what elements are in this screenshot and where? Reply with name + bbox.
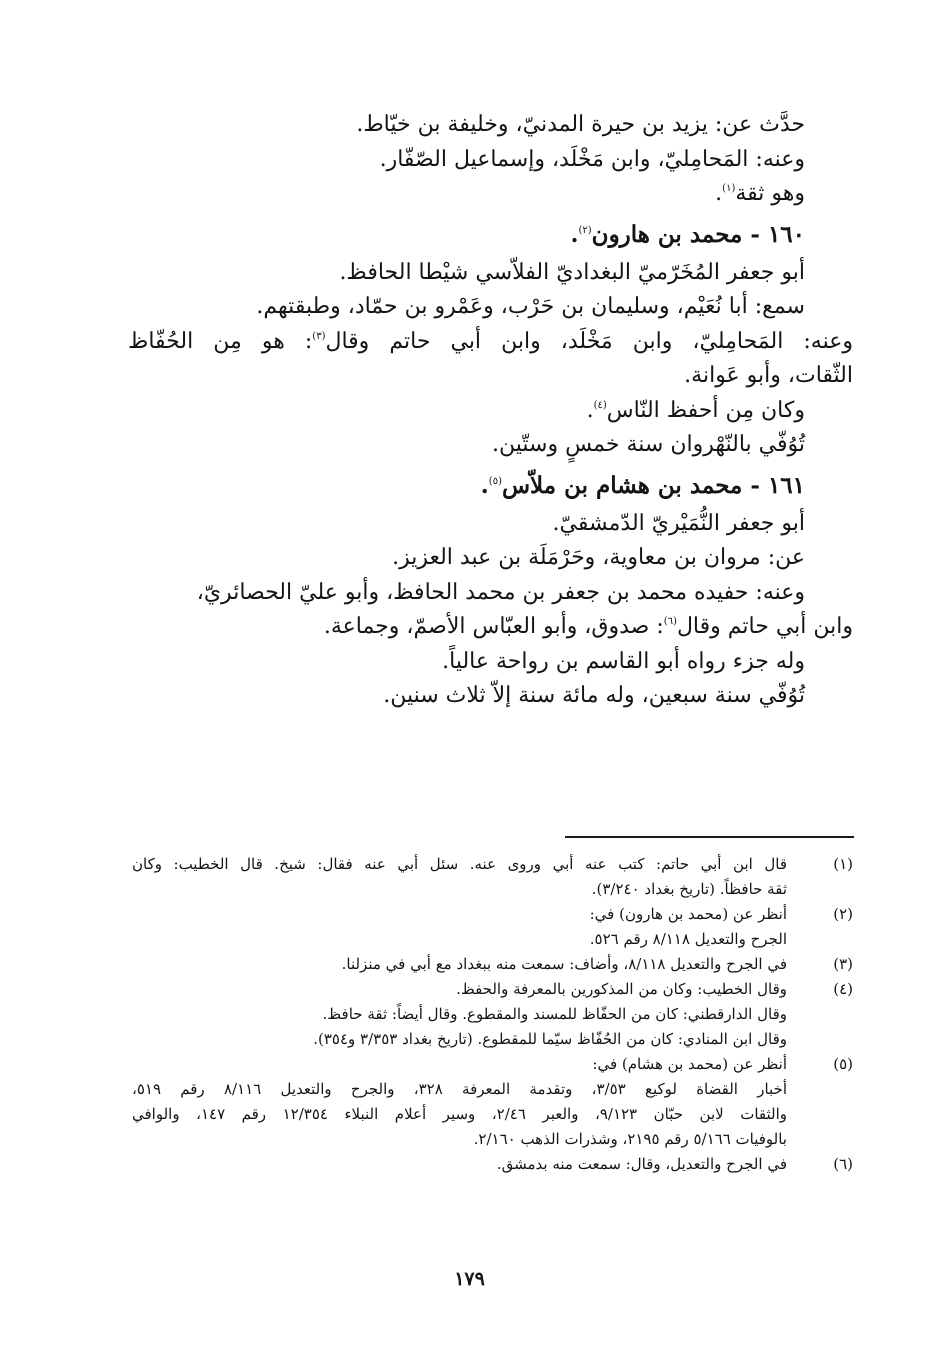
footnote-number: (٢) (833, 905, 853, 923)
footnote-line: أنظر عن (محمد بن هشام) في: (592, 1055, 787, 1073)
footnote-number: (٦) (833, 1155, 853, 1173)
text-span: وهو ثقة (735, 181, 805, 206)
text-line: أبو جعفر النُّمَيْريّ الدّمشقيّ. (552, 510, 805, 536)
footnotes (132, 852, 853, 1177)
text-span: وابن أبي حاتم وقال (676, 614, 853, 639)
text-span: : هو مِن الحُفّاظ (128, 328, 313, 354)
text-span: وعنه: المَحامِليّ، وابن مَخْلَد، وابن أبي حاتم وقال (325, 328, 853, 354)
footnote-body (132, 1152, 853, 1177)
text-line (128, 325, 853, 360)
text-line: أبو جعفر المُخَرّميّ البغداديّ الفلاّسي شيْطا الحافظ. (339, 259, 805, 285)
footnote-line: أخبار القضاة لوكيع ٣/٥٣، وتقدمة المعرفة ٣٢٨، والجرح والتعديل ٨/١١٦ رقم ٥١٩، (132, 1080, 787, 1098)
footnote-line: ثقة حافظاً. (تاريخ بغداد ٣/٢٤٠). (591, 880, 787, 898)
footnote-mark: (٢) (578, 224, 592, 236)
footnote-number: (٤) (833, 980, 853, 998)
footnote-body (132, 977, 853, 1052)
footnote-mark: (١) (722, 183, 736, 194)
page-number: ١٧٩ (454, 1268, 485, 1290)
text-line (128, 610, 853, 645)
footnote-body (132, 1052, 853, 1152)
footnote (132, 1152, 853, 1177)
footnote-number: (٥) (833, 1055, 853, 1073)
footnote-body (132, 902, 853, 952)
footnote-line: وقال الخطيب: وكان من المذكورين بالمعرفة والحفظ. (456, 980, 787, 998)
text-line: سمع: أبا نُعَيْم، وسليمان بن حَرْب، وعَمْرو بن حمّاد، وطبقتهم. (256, 294, 805, 319)
footnote-line: قال ابن أبي حاتم: كتب عنه أبي وروى عنه. سئل أبي عنه فقال: شيخ. قال الخطيب: وكان (132, 855, 787, 873)
text-line: الثّقات، وأبو عَوانة. (684, 363, 853, 388)
footnote-body (132, 952, 853, 977)
entry-heading-161: ١٦١ - محمد بن هشام بن ملاّس$^{(٥)}$. (480, 471, 805, 499)
text-span: . (586, 397, 594, 423)
text-line: وله جزء رواه أبو القاسم بن رواحة عالياً. (442, 648, 805, 674)
footnote-mark: (٦) (663, 616, 677, 627)
footnote-number: (١) (833, 855, 853, 873)
text-line: تُوُفّي بالنّهْروان سنة خمسٍ وستّين. (492, 432, 805, 457)
footnote-separator (565, 836, 854, 838)
footnote (132, 852, 853, 902)
footnote-line: والثقات لابن حبّان ٩/١٢٣، والعبر ٢/٤٦، وسير أعلام النبلاء ١٢/٣٥٤ رقم ١٤٧، والوافي (132, 1105, 788, 1123)
text-line: وعنه: المَحامِليّ، وابن مَخْلَد، وإسماعيل الصّفّار. (379, 146, 805, 172)
footnote-line: بالوفيات ٥/١٦٦ رقم ٢١٩٥، وشذرات الذهب ٢/١٦٠. (473, 1130, 787, 1148)
entry-heading-text: ١٦٠ - محمد بن هارون (591, 220, 805, 248)
footnote-mark: (٤) (593, 399, 607, 411)
text-line: تُوُفّي سنة سبعين، وله مائة سنة إلاّ ثلاث سنين. (383, 683, 805, 708)
entry-heading-160: ١٦٠ - محمد بن هارون$^{(٢)}$. (570, 220, 805, 248)
footnote-mark: (٣) (312, 330, 326, 342)
footnote-line: وقال الدارقطني: كان من الحفّاظ للمسند والمقطوع. وقال أيضاً: ثقة حافظ. (322, 1005, 787, 1023)
text-line: حدَّث عن: يزيد بن حيرة المدنيّ، وخليفة بن خيّاط. (356, 112, 805, 137)
main-text (128, 108, 853, 714)
footnote-line: أنظر عن (محمد بن هارون) في: (589, 905, 787, 923)
footnote-body (132, 852, 853, 902)
text-line: وهو ثقة$^{(١)}$. (715, 181, 805, 206)
text-span: وكان مِن أحفظ النّاس (606, 397, 805, 423)
footnote (132, 977, 853, 1052)
text-span: : صدوق، وأبو العبّاس الأصمّ، وجماعة. (323, 614, 664, 639)
footnote-mark: (٥) (488, 475, 502, 487)
footnote (132, 1052, 853, 1152)
text-line: وعنه: حفيده محمد بن جعفر بن محمد الحافظ، وأبو عليّ الحصائريّ، (196, 579, 805, 605)
footnote-line: وقال ابن المنادي: كان من الحُفّاظ سيّما للمقطوع. (تاريخ بغداد ٣/٣٥٣ و٣٥٤). (313, 1030, 787, 1048)
footnote-line: في الجرح والتعديل، وقال: سمعت منه بدمشق. (496, 1155, 787, 1173)
footnote (132, 902, 853, 952)
footnote-number: (٣) (833, 955, 853, 973)
footnote-line: في الجرح والتعديل ٨/١١٨، وأضاف: سمعت منه ببغداد مع أبي في منزلنا. (341, 955, 787, 973)
text-line: عن: مروان بن معاوية، وحَرْمَلَة بن عبد العزيز. (392, 545, 805, 570)
entry-heading-text: ١٦١ - محمد بن هشام بن ملاّس (501, 471, 805, 499)
text-line (128, 394, 853, 429)
footnote-line: الجرح والتعديل ٨/١١٨ رقم ٥٢٦. (589, 930, 787, 948)
footnote (132, 952, 853, 977)
